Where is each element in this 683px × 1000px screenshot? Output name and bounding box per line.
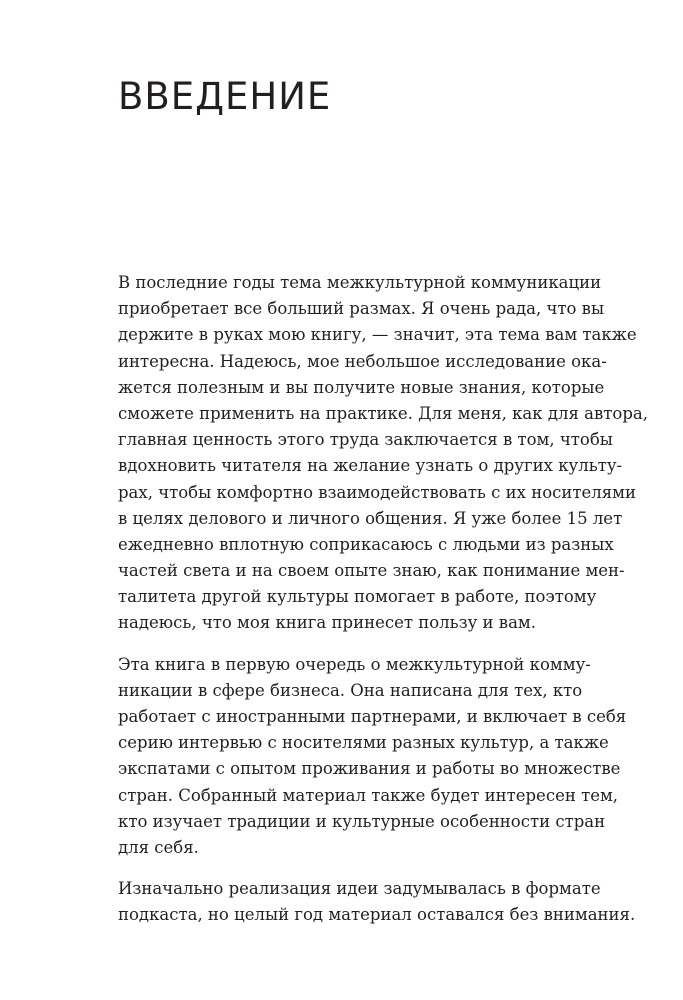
text-line: интересна. Надеюсь, мое небольшое исследование ока- xyxy=(118,351,607,371)
text-line: главная ценность этого труда заключается в том, чтобы xyxy=(118,430,613,450)
text-line: частей света и на своем опыте знаю, как понимание мен- xyxy=(118,561,625,581)
text-line: в целях делового и личного общения. Я уже более 15 лет xyxy=(118,508,623,528)
body-text xyxy=(118,270,648,944)
text-line: серию интервью с носителями разных культур, а также xyxy=(118,733,609,753)
text-line: стран. Собранный материал также будет интересен тем, xyxy=(118,785,619,805)
text-line: никации в сфере бизнеса. Она написана для тех, кто xyxy=(118,680,583,700)
text-line: В последние годы тема межкультурной коммуникации xyxy=(118,273,602,292)
chapter-title: ВВЕДЕНИЕ xyxy=(118,75,332,118)
text-line: подкаста, но целый год материал оставался без внимания. xyxy=(118,905,636,925)
text-line: талитета другой культуры помогает в работе, поэтому xyxy=(118,587,597,607)
text-line: рах, чтобы комфортно взаимодействовать с их носителями xyxy=(118,482,636,502)
text-line: работает с иностранными партнерами, и включает в себя xyxy=(118,707,627,726)
text-line: держите в руках мою книгу, — значит, эта тема вам также xyxy=(118,325,637,345)
text-line: для себя. xyxy=(118,837,199,857)
text-line: вдохновить читателя на желание узнать о других культу- xyxy=(118,456,623,476)
text-line: приобретает все больший размах. Я очень рада, что вы xyxy=(118,299,605,319)
text-line: кто изучает традиции и культурные особенности стран xyxy=(118,811,606,831)
text-line: надеюсь, что моя книга принесет пользу и вам. xyxy=(118,613,537,633)
paragraph xyxy=(118,270,648,637)
text-line: Эта книга в первую очередь о межкультурной комму- xyxy=(118,654,591,674)
paragraph xyxy=(118,876,636,928)
text-line: ежедневно вплотную соприкасаюсь с людьми из разных xyxy=(118,534,614,554)
text-line: Изначально реализация идеи задумывалась в формате xyxy=(118,879,601,899)
text-line: жется полезным и вы получите новые знания, которые xyxy=(118,377,605,397)
text-line: экспатами с опытом проживания и работы во множестве xyxy=(118,759,621,779)
paragraph xyxy=(118,652,627,862)
text-line: сможете применить на практике. Для меня, как для автора, xyxy=(118,403,648,423)
